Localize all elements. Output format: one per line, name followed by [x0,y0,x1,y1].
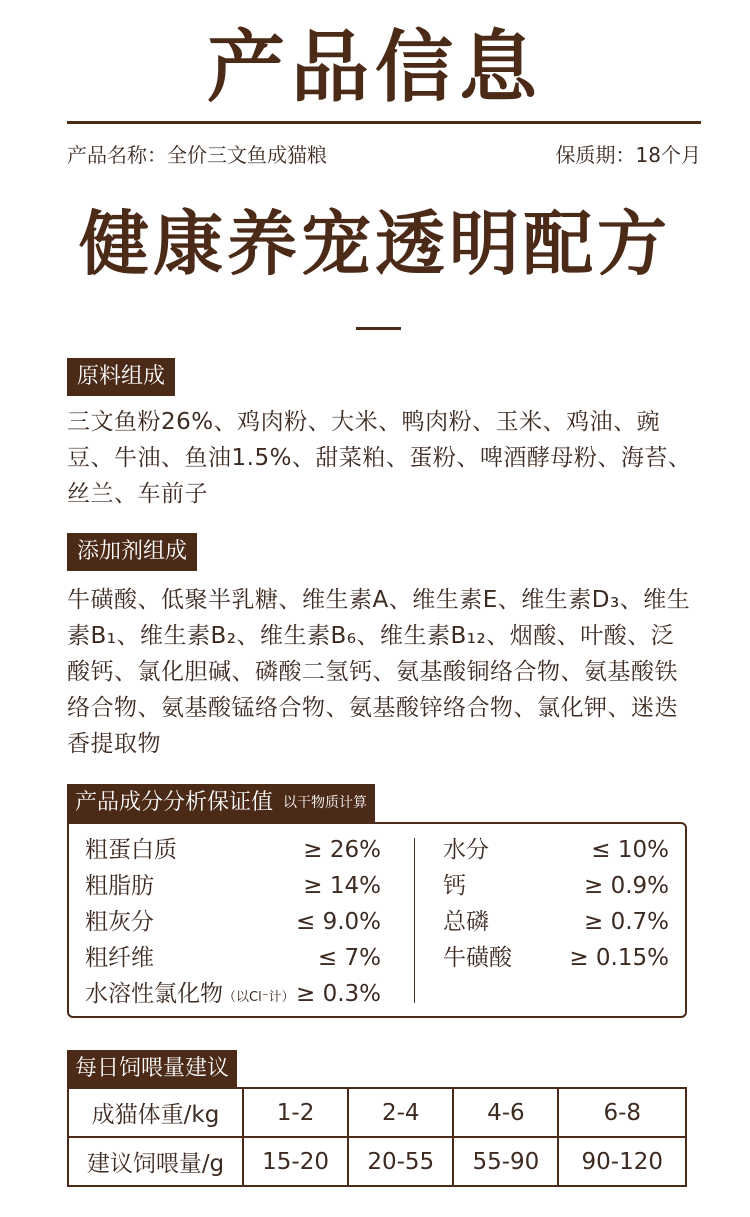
weight-header: 成猫体重/kg [68,1088,243,1137]
amount-cell: 15-20 [243,1137,348,1186]
weight-cell: 4-6 [453,1088,558,1137]
nutrient-value: ≤ 10% [591,837,669,863]
feeding-tag: 每日饲喂量建议 [67,1050,237,1088]
additives-tag: 添加剂组成 [67,533,197,571]
nutrient-row [85,868,381,904]
nutrient-value: ≥ 0.15% [569,945,669,971]
amount-cell: 20-55 [348,1137,453,1186]
nutrient-name: 粗蛋白质 [85,837,177,863]
nutrient-row [85,976,381,1012]
nutrient-name: 粗灰分 [85,909,154,935]
additives-text: 牛磺酸、低聚半乳糖、维生素A、维生素E、维生素D₃、维生素B₁、维生素B₂、维生素B₆、维生素B₁₂、烟酸、叶酸、泛酸钙、氯化胆碱、磷酸二氢钙、氨基酸铜络合物、氨基酸铁络合物、氨基酸锰络合物、氨基酸锌络合物、氯化钾、迷迭香提取物 [67,587,691,757]
weight-cell: 6-8 [558,1088,686,1137]
product-name: 产品名称：全价三文鱼成猫粮 [67,142,327,167]
amount-cell: 90-120 [558,1137,686,1186]
nutrient-name: 水分 [443,837,489,863]
title-divider [67,121,701,124]
nutrient-name: 水溶性氯化物（以Cl⁻计） [85,981,295,1007]
amount-cell: 55-90 [453,1137,558,1186]
nutrient-value: ≥ 0.9% [583,873,669,899]
nutrient-row [443,940,669,976]
page-title: 产品信息 [206,23,543,113]
analysis-tag [67,784,375,822]
shelf-life: 保质期：18个月 [555,142,701,167]
feeding-table [67,1087,687,1187]
analysis-tag-label: 产品成分分析保证值 [75,790,274,815]
column-divider [414,838,415,1003]
ingredients-tag: 原料组成 [67,358,175,396]
weight-cell: 2-4 [348,1088,453,1137]
nutrient-row [443,832,669,868]
weight-cell: 1-2 [243,1088,348,1137]
table-row [68,1088,686,1137]
nutrient-row [85,832,381,868]
nutrient-name: 牛磺酸 [443,945,512,971]
nutrient-value: ≤ 7% [317,945,381,971]
nutrient-row [443,868,669,904]
nutrient-name: 粗纤维 [85,945,154,971]
analysis-tag-note: 以干物质计算 [283,795,368,811]
nutrient-name: 粗脂肪 [85,873,154,899]
ingredients-text: 三文鱼粉26%、鸡肉粉、大米、鸭肉粉、玉米、鸡油、豌豆、牛油、鱼油1.5%、甜菜粕、蛋粉、啤酒酵母粉、海苔、丝兰、车前子 [67,409,692,507]
nutrient-value: ≤ 9.0% [295,909,381,935]
headline-dash [356,327,401,330]
nutrient-value: ≥ 0.3% [295,981,381,1007]
analysis-box [67,822,687,1018]
nutrient-row [85,904,381,940]
nutrient-row [443,904,669,940]
nutrient-value: ≥ 14% [303,873,381,899]
table-row [68,1137,686,1186]
amount-header: 建议饲喂量/g [68,1137,243,1186]
product-meta-row [67,138,701,168]
nutrient-value: ≥ 26% [303,837,381,863]
nutrient-name: 钙 [443,873,466,899]
headline: 健康养宠透明配方 [79,203,671,285]
nutrient-value: ≥ 0.7% [583,909,669,935]
nutrient-name: 总磷 [443,909,489,935]
nutrient-unit-note: （以Cl⁻计） [223,990,295,1005]
nutrient-row [85,940,381,976]
